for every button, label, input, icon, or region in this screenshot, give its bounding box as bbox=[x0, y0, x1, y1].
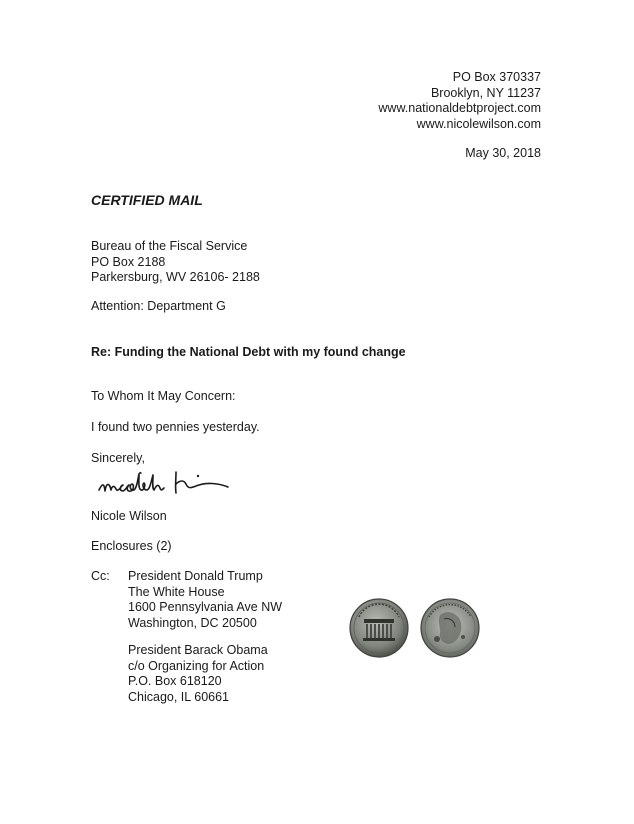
closing: Sincerely, bbox=[91, 451, 145, 465]
sender-address bbox=[378, 70, 541, 132]
recipient-address bbox=[91, 239, 260, 286]
enclosed-pennies bbox=[345, 597, 485, 665]
cc-address-line: Washington, DC 20500 bbox=[128, 615, 257, 630]
cc-label: Cc: bbox=[91, 569, 110, 583]
cc-recipient-trump bbox=[128, 569, 282, 631]
sender-address-line: PO Box 370337 bbox=[452, 70, 541, 84]
recipient-address-line: PO Box 2188 bbox=[91, 254, 166, 269]
letter-date: May 30, 2018 bbox=[465, 146, 541, 160]
signature bbox=[96, 466, 236, 502]
enclosures-note: Enclosures (2) bbox=[91, 539, 172, 553]
cc-address-line: President Barack Obama bbox=[128, 643, 268, 657]
penny-lincoln-memorial-icon bbox=[350, 599, 408, 657]
recipient-address-line: Parkersburg, WV 26106- 2188 bbox=[91, 270, 260, 284]
subject-line: Re: Funding the National Debt with my found change bbox=[91, 345, 406, 359]
signer-name: Nicole Wilson bbox=[91, 509, 167, 523]
cc-address-line: P.O. Box 618120 bbox=[128, 674, 222, 688]
recipient-address-line: Bureau of the Fiscal Service bbox=[91, 239, 248, 253]
penny-worn-icon bbox=[421, 599, 479, 657]
cc-address-line: c/o Organizing for Action bbox=[128, 658, 265, 673]
attention-line: Attention: Department G bbox=[91, 299, 226, 313]
delivery-method-heading: CERTIFIED MAIL bbox=[91, 192, 203, 208]
salutation: To Whom It May Concern: bbox=[91, 389, 236, 403]
cc-address-line: 1600 Pennsylvania Ave NW bbox=[128, 600, 283, 614]
sender-address-line: Brooklyn, NY 11237 bbox=[430, 85, 541, 100]
letter-body: I found two pennies yesterday. bbox=[91, 420, 260, 434]
cc-address-line: President Donald Trump bbox=[128, 569, 263, 583]
cc-address-line: The White House bbox=[128, 584, 225, 599]
cc-recipient-obama bbox=[128, 643, 268, 705]
cc-address-line: Chicago, IL 60661 bbox=[128, 689, 230, 704]
sender-website-link[interactable]: www.nationaldebtproject.com bbox=[378, 101, 541, 115]
sender-website-link[interactable]: www.nicolewilson.com bbox=[416, 116, 541, 131]
